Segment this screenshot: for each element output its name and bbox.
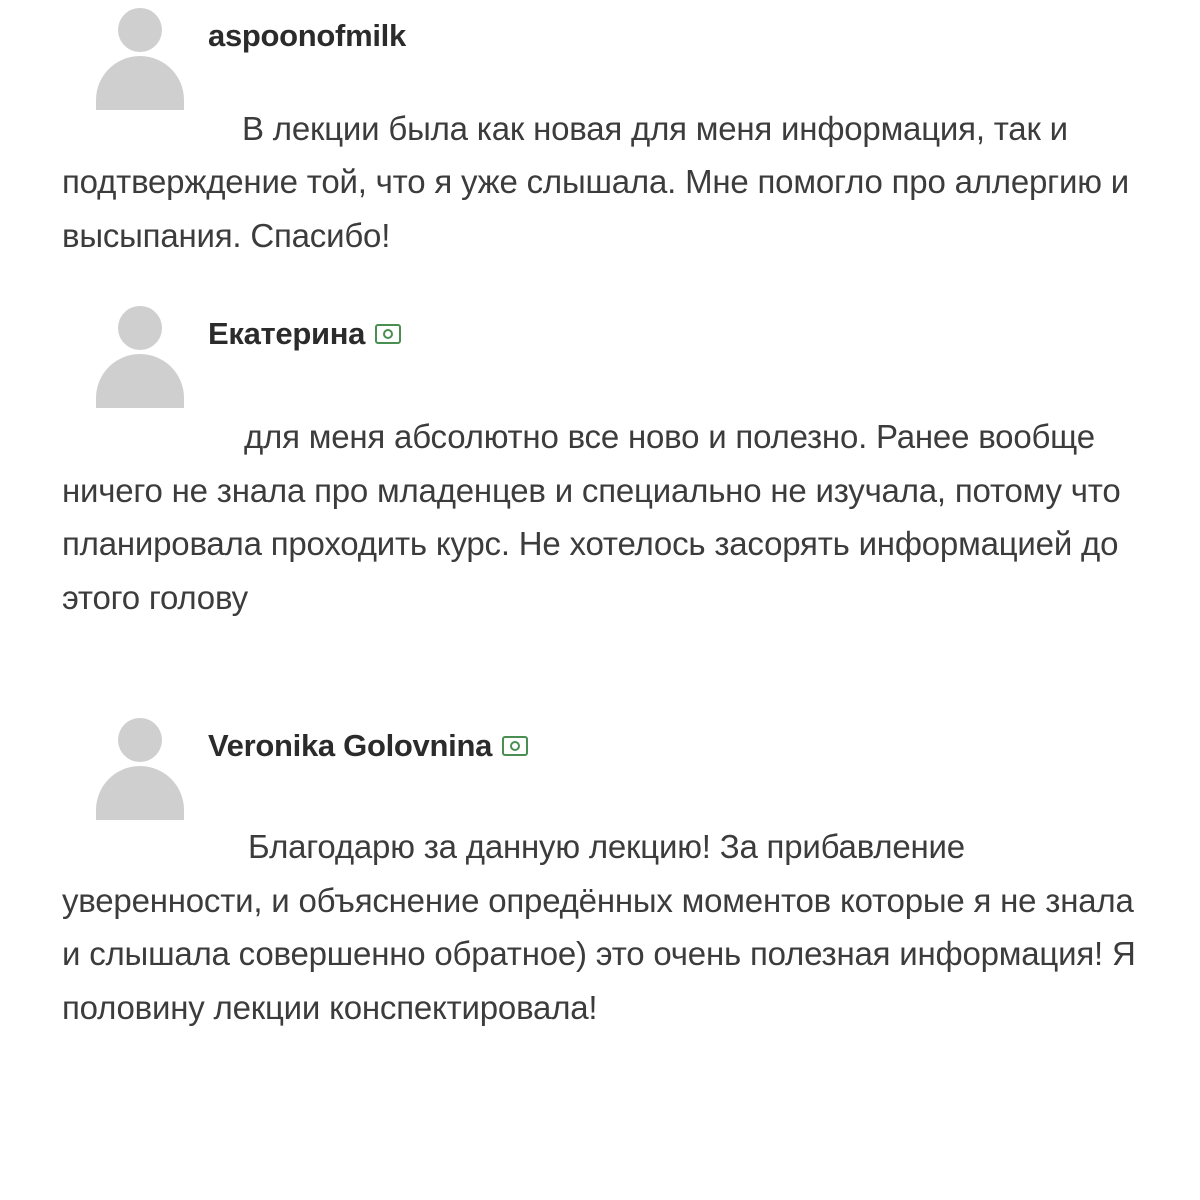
user-avatar-icon [80,298,200,406]
comment-text: В лекции была как новая для меня информация, так и подтверждение той, что я уже слышала. Мне помогло про аллергию и высыпания. Спасибо! [62,110,1138,254]
money-badge-inner-circle [510,741,520,751]
author-row [208,298,401,352]
avatar-head-shape [118,306,162,350]
avatar-body-shape [96,766,184,820]
money-badge-icon [375,324,401,344]
comment-spacer [0,262,1200,298]
comment-text: для меня абсолютно все ново и полезно. Ранее вообще ничего не знала про младенцев и специально не изучала, потому что планировала проходить курс. Не хотелось засорять информацией до этого голову [62,418,1130,616]
user-avatar-icon [80,710,200,818]
comment-header [62,298,1142,406]
comment-header [62,710,1142,818]
comment-author[interactable]: Veronika Golovnina [208,728,493,764]
comment-author[interactable]: Екатерина [208,316,366,352]
avatar-head-shape [118,8,162,52]
money-badge-inner-circle [383,329,393,339]
comment-item [0,298,1200,624]
author-row [208,0,406,54]
comment-item [0,710,1200,1034]
avatar-body-shape [96,354,184,408]
user-avatar-icon [80,0,200,108]
comment-author[interactable]: aspoonofmilk [208,18,406,53]
comment-text: Благодарю за данную лекцию! За прибавление уверенности, и объяснение опредённых моментов которые я не знала и слышала совершенно обратное) это очень полезная информация! Я половину лекции конспектировала! [62,828,1145,1026]
comment-header [62,0,1142,108]
money-badge-icon [502,736,528,756]
avatar-body-shape [96,56,184,110]
comment-item [0,0,1200,262]
avatar-head-shape [118,718,162,762]
author-row [208,710,528,764]
comment-spacer [0,624,1200,710]
